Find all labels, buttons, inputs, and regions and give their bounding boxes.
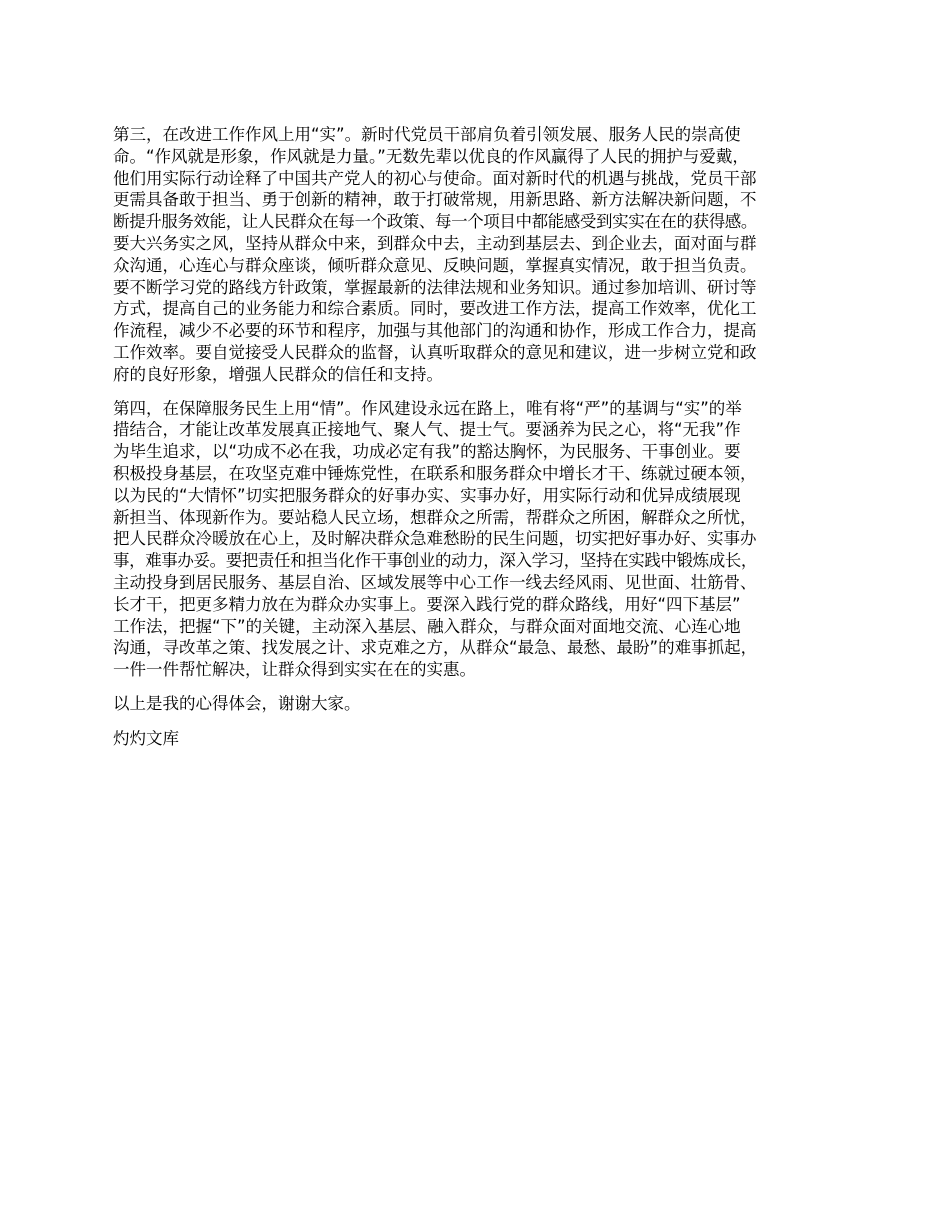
- document-source: 灼灼文库: [113, 728, 179, 748]
- paragraph-line: 他们用实际行动诠释了中国共产党人的初心与使命。面对新时代的机遇与挑战，党员干部: [113, 168, 757, 188]
- paragraph-line: 工作法，把握“下”的关键，主动深入基层、融入群众，与群众面对面地交流、心连心地: [113, 616, 741, 636]
- paragraph-line: 命。“作风就是形象，作风就是力量。”无数先辈以优良的作风赢得了人民的拥护与爱戴，: [113, 146, 749, 166]
- paragraph-fourth-point: [113, 398, 845, 681]
- paragraph-line: 新担当、体现新作为。要站稳人民立场，想群众之所需，帮群众之所困，解群众之所忧，: [113, 507, 757, 527]
- paragraph-line: 积极投身基层，在攻坚克难中锤炼党性，在联系和服务群众中增长才干、练就过硬本领，: [113, 463, 757, 483]
- paragraph-line: 府的良好形象，增强人民群众的信任和支持。: [113, 364, 443, 384]
- paragraph-line: 方式，提高自己的业务能力和综合素质。同时，要改进工作方法，提高工作效率，优化工: [113, 299, 757, 319]
- paragraph-line: 为毕生追求，以“功成不必在我，功成必定有我”的豁达胸怀，为民服务、干事创业。要: [113, 442, 741, 462]
- paragraph-line: 断提升服务效能，让人民群众在每一个政策、每一个项目中都能感受到实实在在的获得感。: [113, 212, 758, 232]
- paragraph-line: 要不断学习党的路线方针政策，掌握最新的法律法规和业务知识。通过参加培训、研讨等: [113, 277, 757, 297]
- paragraph-third-point: [113, 124, 845, 386]
- paragraph-line: 众沟通，心连心与群众座谈，倾听群众意见、反映问题，掌握真实情况，敢于担当负责。: [113, 255, 757, 275]
- paragraph-line: 以为民的“大情怀”切实把服务群众的好事办实、实事办好，用实际行动和优异成绩展现: [113, 485, 741, 505]
- paragraph-line: 主动投身到居民服务、基层自治、区域发展等中心工作一线去经风雨、见世面、壮筋骨、: [113, 572, 757, 592]
- paragraph-line: 要大兴务实之风，坚持从群众中来，到群众中去，主动到基层去、到企业去，面对面与群: [113, 233, 757, 253]
- paragraph-line: 工作效率。要自觉接受人民群众的监督，认真听取群众的意见和建议，进一步树立党和政: [113, 342, 757, 362]
- paragraph-line: 把人民群众冷暖放在心上，及时解决群众急难愁盼的民生问题，切实把好事办好、实事办: [113, 529, 757, 549]
- document-body: [113, 124, 845, 763]
- paragraph-line: 第三，在改进工作作风上用“实”。新时代党员干部肩负着引领发展、服务人民的崇高使: [113, 125, 741, 144]
- paragraph-line: 长才干，把更多精力放在为群众办实事上。要深入践行党的群众路线，用好“四下基层”: [113, 594, 741, 614]
- paragraph-line: 措结合，才能让改革发展真正接地气、聚人气、提士气。要涵养为民之心，将“无我”作: [113, 420, 741, 440]
- paragraph-line: 第四，在保障服务民生上用“情”。作风建设永远在路上，唯有将“严”的基调与“实”的举: [113, 398, 742, 418]
- paragraph-line: 更需具备敢于担当、勇于创新的精神，敢于打破常规，用新思路、新方法解决新问题，不: [113, 190, 757, 210]
- paragraph-line: 一件一件帮忙解决，让群众得到实实在在的实惠。: [113, 660, 476, 680]
- paragraph-line: 作流程，减少不必要的环节和程序，加强与其他部门的沟通和协作，形成工作合力，提高: [113, 321, 757, 341]
- paragraph-line: 事，难事办妥。要把责任和担当化作干事创业的动力，深入学习，坚持在实践中锻炼成长，: [113, 551, 758, 571]
- closing-remark: 以上是我的心得体会，谢谢大家。: [113, 693, 361, 713]
- paragraph-line: 沟通，寻改革之策、找发展之计、求克难之方，从群众“最急、最愁、最盼”的难事抓起，: [113, 638, 758, 658]
